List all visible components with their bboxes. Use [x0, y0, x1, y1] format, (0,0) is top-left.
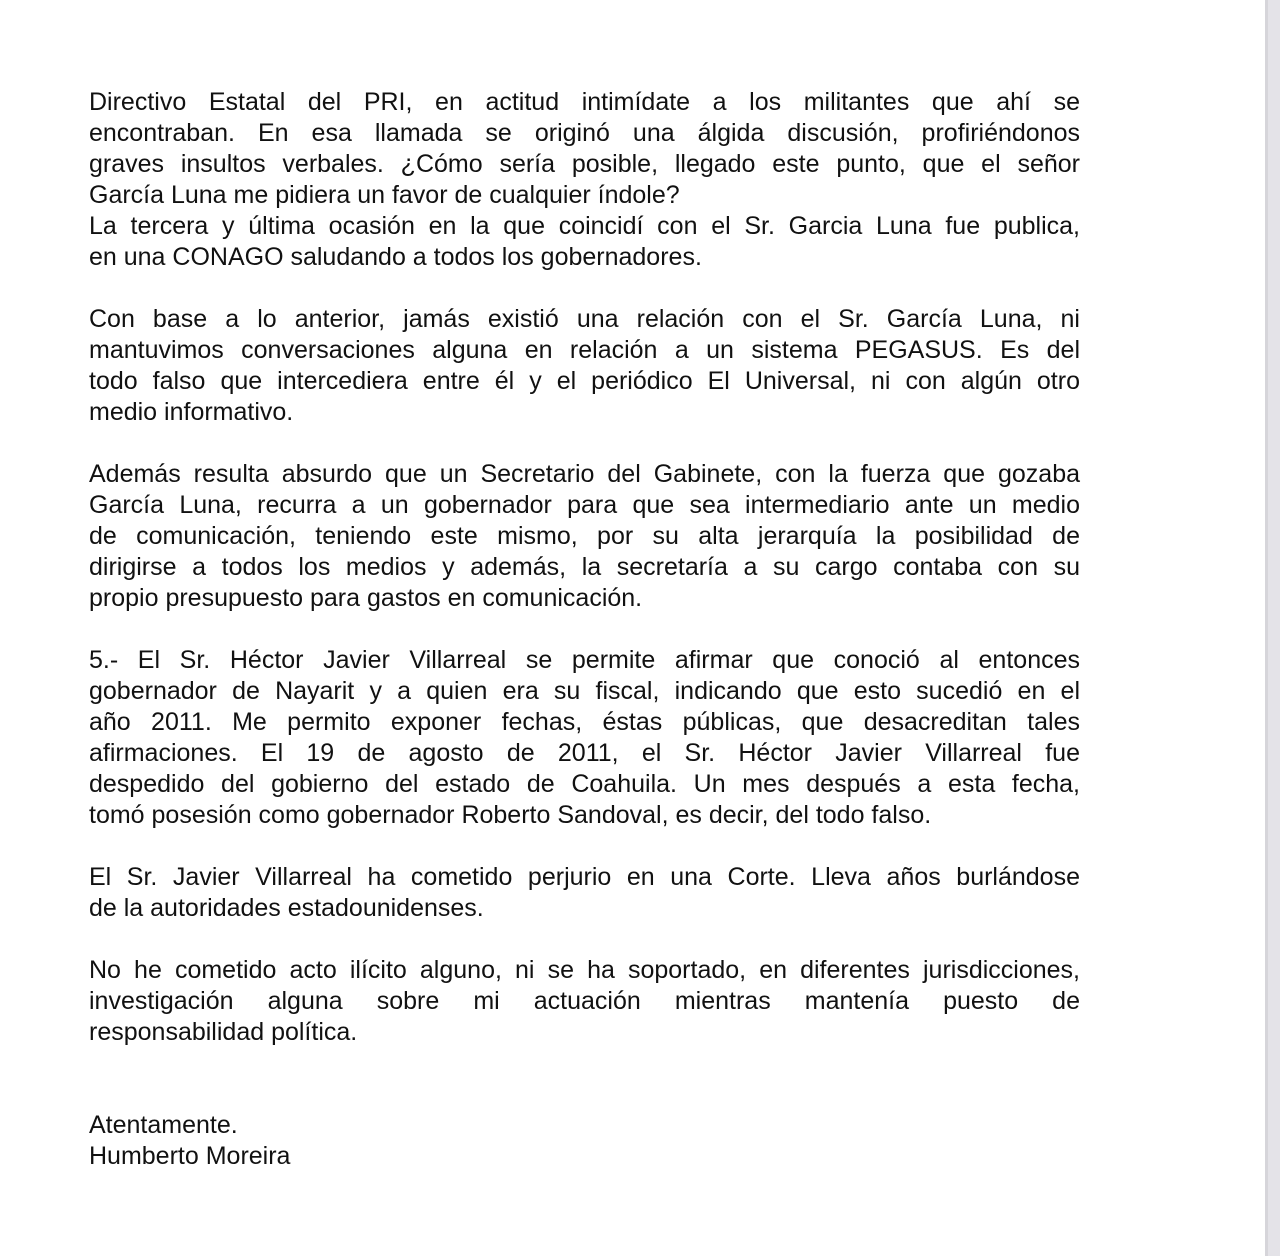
text-line: dirigirse a todos los medios y además, la secretaría a su cargo contaba con su — [89, 553, 1080, 581]
text-line: 5.- El Sr. Héctor Javier Villarreal se permite afirmar que conoció al entonces — [89, 646, 1080, 674]
signature-name: Humberto Moreira — [89, 1142, 291, 1170]
text-line: año 2011. Me permito exponer fechas, éstas públicas, que desacreditan tales — [89, 708, 1080, 736]
paragraph-no-wrongdoing — [89, 955, 1080, 1048]
text-line: propio presupuesto para gastos en comunicación. — [89, 584, 643, 612]
paragraph-no-relationship — [89, 304, 1080, 428]
text-line: mantuvimos conversaciones alguna en relación a un sistema PEGASUS. Es del — [89, 336, 1080, 364]
text-line: Con base a lo anterior, jamás existió una relación con el Sr. García Luna, ni — [89, 305, 1080, 333]
text-line: de la autoridades estadounidenses. — [89, 894, 484, 922]
text-line: García Luna, recurra a un gobernador para que sea intermediario ante un medio — [89, 491, 1080, 519]
text-line: García Luna me pidiera un favor de cualquier índole? — [89, 181, 680, 209]
text-line: todo falso que intercediera entre él y el periódico El Universal, ni con algún otro — [89, 367, 1080, 395]
paragraph-perjury — [89, 862, 1080, 924]
text-line: afirmaciones. El 19 de agosto de 2011, el Sr. Héctor Javier Villarreal fue — [89, 739, 1080, 767]
paragraph-conversation — [89, 87, 1080, 211]
text-line: Además resulta absurdo que un Secretario del Gabinete, con la fuerza que gozaba — [89, 460, 1080, 488]
text-line: El Sr. Javier Villarreal ha cometido perjurio en una Corte. Lleva años burlándose — [89, 863, 1080, 891]
text-line: No he cometido acto ilícito alguno, ni se ha soportado, en diferentes jurisdicciones, — [89, 956, 1080, 984]
paragraph-third-occasion — [89, 211, 1080, 273]
text-line: La tercera y última ocasión en la que coincidí con el Sr. Garcia Luna fue publica, — [89, 212, 1080, 240]
text-line: despedido del gobierno del estado de Coahuila. Un mes después a esta fecha, — [89, 770, 1080, 798]
text-line: encontraban. En esa llamada se originó una álgida discusión, profiriéndonos — [89, 119, 1080, 147]
salutation: Atentamente. — [89, 1111, 238, 1139]
paragraph-point-5 — [89, 645, 1080, 831]
text-line: Directivo Estatal del PRI, en actitud intimídate a los militantes que ahí se — [89, 88, 1080, 116]
text-line: gobernador de Nayarit y a quien era su fiscal, indicando que esto sucedió en el — [89, 677, 1080, 705]
document-body — [89, 87, 1080, 1172]
text-line: de comunicación, teniendo este mismo, por su alta jerarquía la posibilidad de — [89, 522, 1080, 550]
text-line: investigación alguna sobre mi actuación mientras mantenía puesto de — [89, 987, 1080, 1015]
text-line: medio informativo. — [89, 398, 294, 426]
text-line: graves insultos verbales. ¿Cómo sería posible, llegado este punto, que el señor — [89, 150, 1080, 178]
text-line: tomó posesión como gobernador Roberto Sandoval, es decir, del todo falso. — [89, 801, 932, 829]
text-line: responsabilidad política. — [89, 1018, 358, 1046]
letter-closing — [89, 1110, 1080, 1172]
text-line: en una CONAGO saludando a todos los gobernadores. — [89, 243, 702, 271]
paragraph-absurd-claim — [89, 459, 1080, 614]
